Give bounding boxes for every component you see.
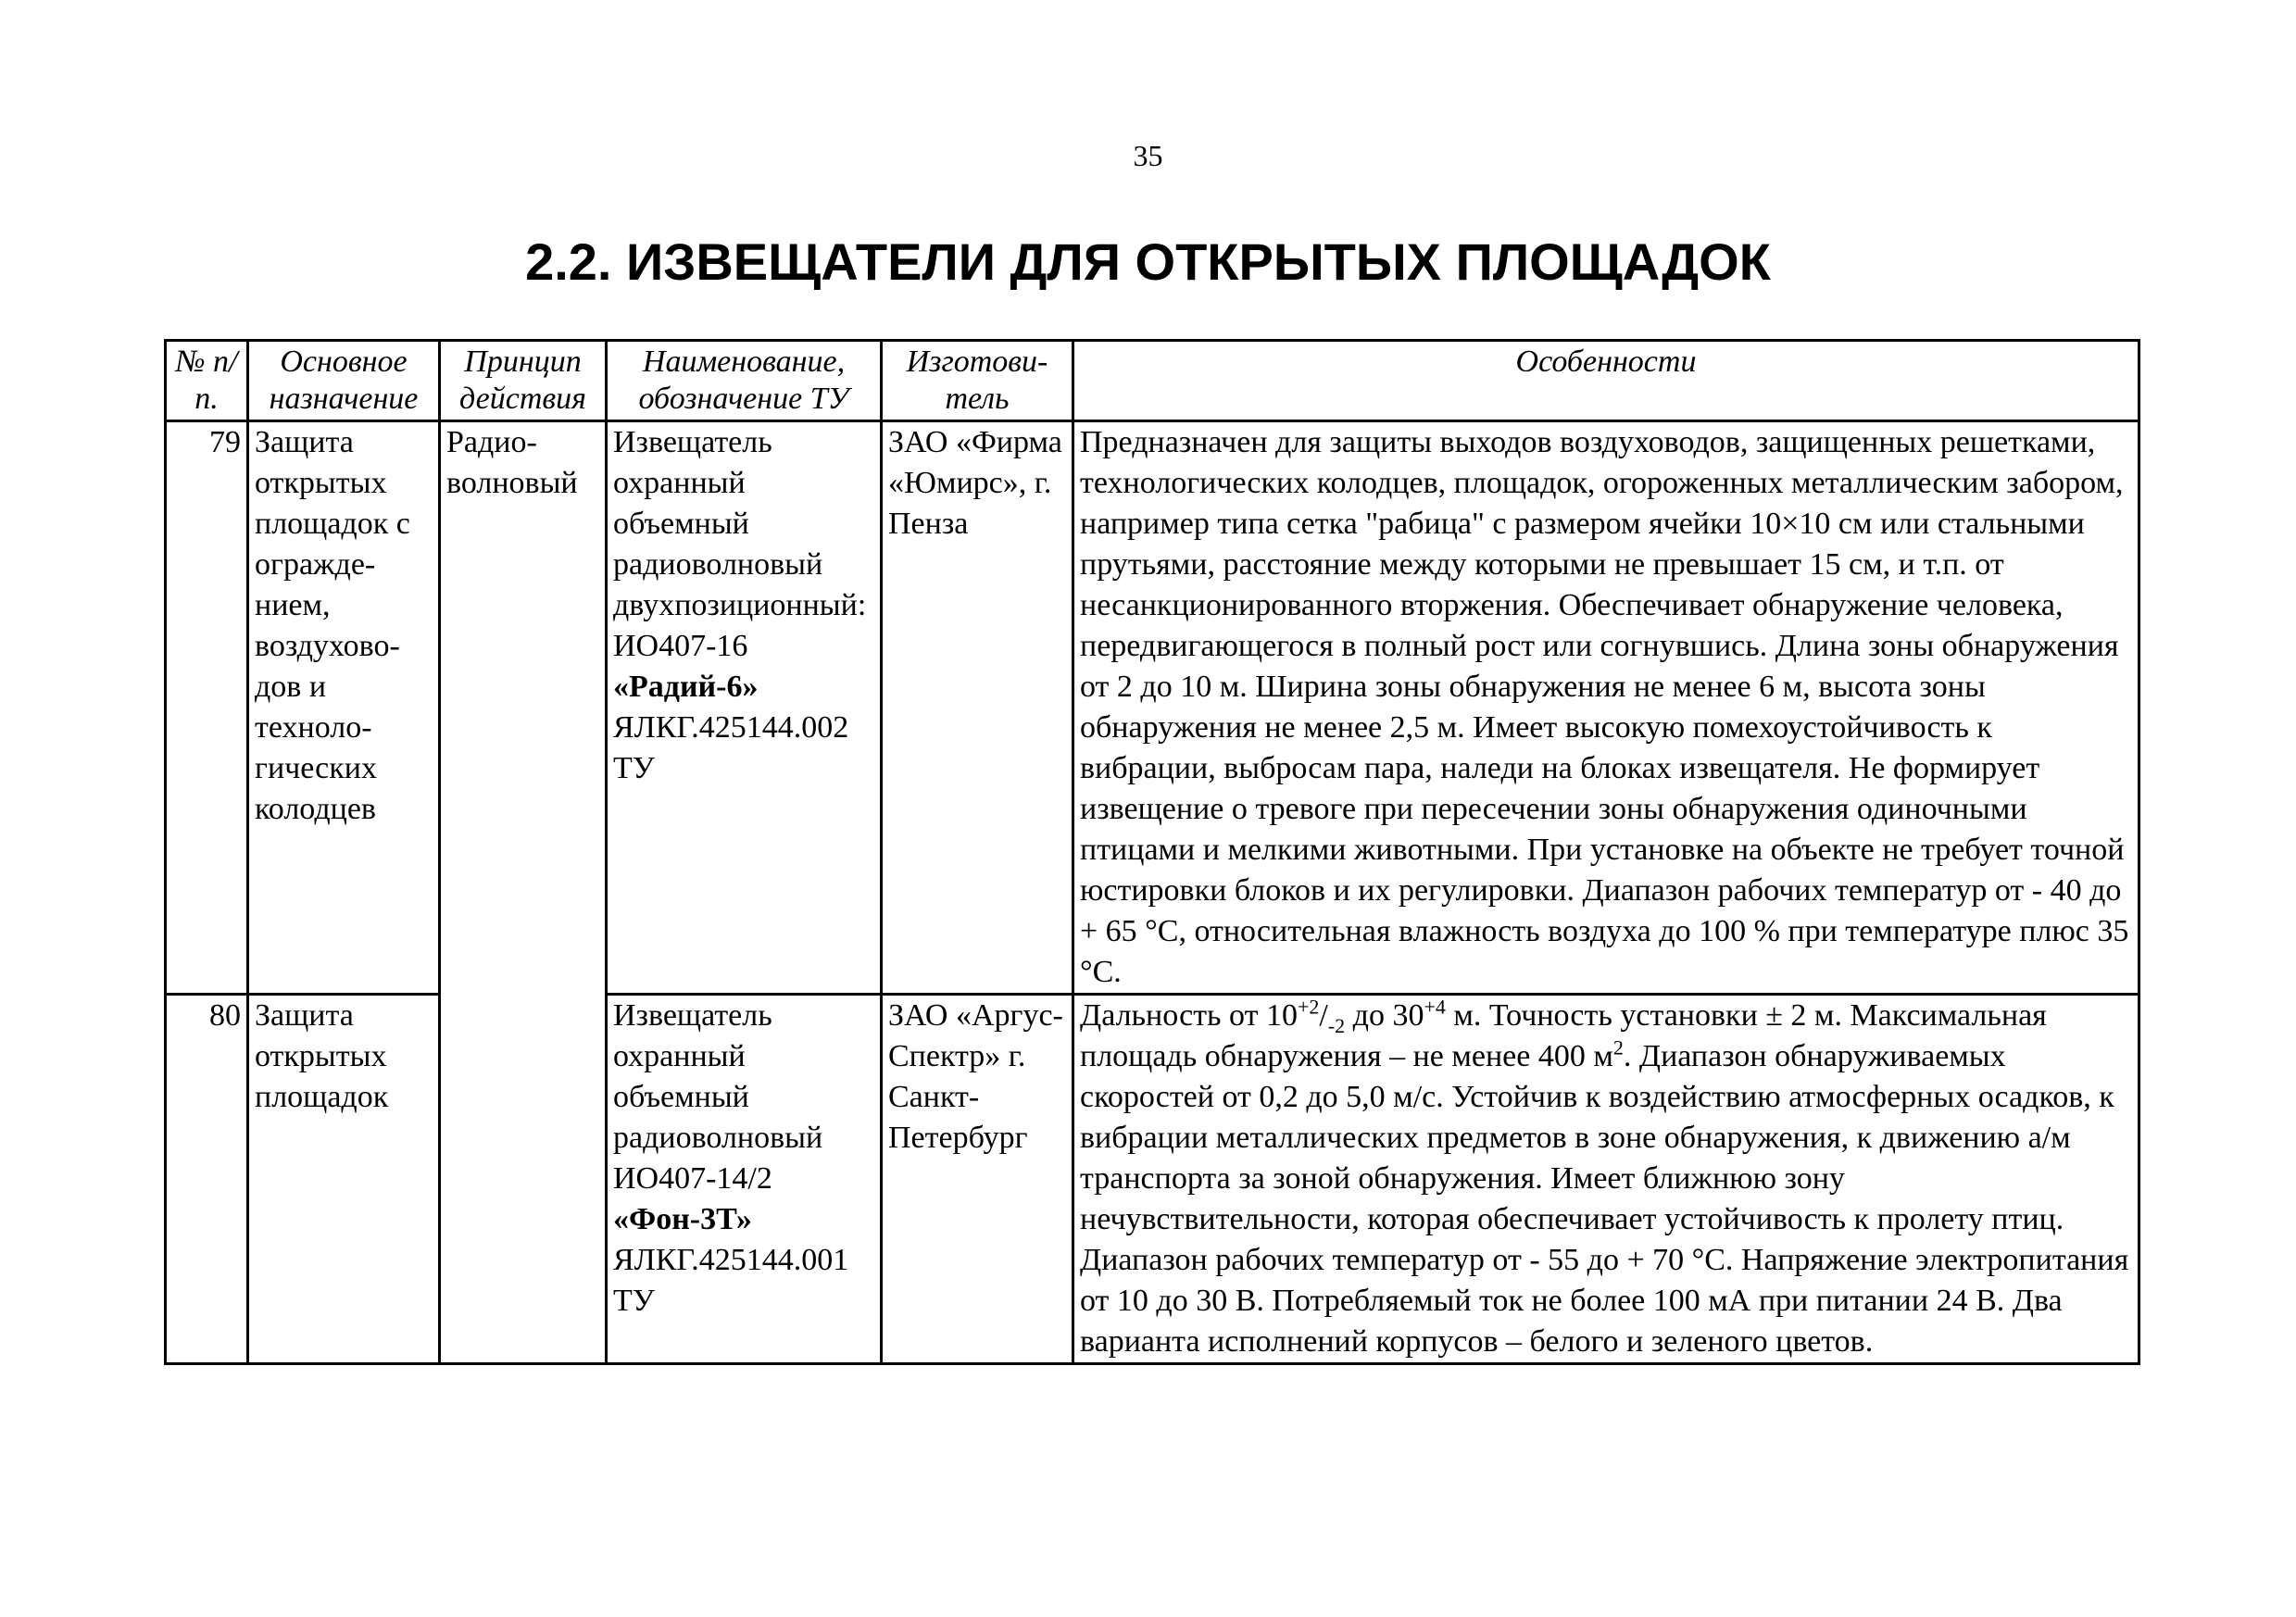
page-number: 35 — [1133, 139, 1163, 172]
table-row — [166, 421, 2139, 995]
row-features — [1073, 995, 2139, 1364]
row-principle: Радио-волновый — [440, 421, 607, 1364]
row-features: Предназначен для защиты выходов воздуховодов, защищенных решетками, технологических колодцев, площадок, огороженных металлическим забором, например типа сетка "рабица" с размером ячейки 10×10 см или стальными прутьями, расстояние между которыми не превышает 15 см, и т.п. от несанкционированного вторжения. Обеспечивает обнаружение человека, передвигающегося в полный рост или согнувшись. Длина зоны обнаружения от 2 до 10 м. Ширина зоны обнаружения не менее 6 м, высота зоны обнаружения не менее 2,5 м. Имеет высокую помехоустойчивость к вибрации, выбросам пара, наледи на блоках извещателя. Не формирует извещение о тревоге при пересечении зоны обнаружения одиночными птицами и мелкими животными. При установке на объекте не требует точной юстировки блоков и их регулировки. Диапазон рабочих температур от - 40 до + 65 °С, относительная влажность воздуха до 100 % при температуре плюс 35 °С. — [1073, 421, 2139, 995]
row-tu: ЯЛКГ.425144.002 ТУ — [613, 710, 849, 785]
row-num: 80 — [166, 995, 248, 1364]
features-text-e: . Диапазон обнаруживаемых скоростей от 0,2 до 5,0 м/с. Устойчив к воздействию атмосферных осадков, к вибрации металлических предметов в зоне обнаружения, к движению а/м транспорта за зоной обнаружения. Имеет ближнюю зону нечувствительности, которая обеспечивает устойчивость к пролету птиц. Диапазон рабочих температур от - 55 до + 70 °С. Напряжение электропитания от 10 до 30 В. Потребляемый ток не более 100 мА при питании 24 В. Два варианта исполнений корпусов – белого и зеленого цветов. — [1080, 1039, 2129, 1359]
features-sup-2: +4 — [1424, 995, 1446, 1019]
features-text-c: до 30 — [1345, 998, 1424, 1033]
header-manufacturer: Изготови-тель — [882, 341, 1073, 421]
header-num: № п/п. — [166, 341, 248, 421]
features-text-a: Дальность от 10 — [1080, 998, 1298, 1033]
features-sup-1: +2 — [1297, 995, 1320, 1019]
header-name: Наименование, обозначение ТУ — [607, 341, 882, 421]
table-header-row — [166, 341, 2139, 421]
detectors-table — [164, 339, 2140, 1365]
features-text-d: м. Точность установки ± 2 м. Максимальная площадь обнаружения – не менее 400 м — [1080, 998, 2047, 1073]
row-purpose: Защита открытых площадок — [248, 995, 440, 1364]
header-features: Особенности — [1073, 341, 2139, 421]
row-manufacturer: ЗАО «Фирма «Юмирс», г. Пенза — [882, 421, 1073, 995]
features-sup-3: 2 — [1612, 1035, 1624, 1059]
features-sub-1: -2 — [1327, 1013, 1346, 1037]
header-purpose: Основное назначение — [248, 341, 440, 421]
row-purpose: Защита открытых площадок с огражде-нием, воздухово-дов и техноло-гических колодцев — [248, 421, 440, 995]
row-name-prefix: Извещатель охранный объемный радиоволновый двухпозиционный: ИО407-16 — [613, 425, 867, 663]
row-manufacturer: ЗАО «Аргус-Спектр» г. Санкт-Петербург — [882, 995, 1073, 1364]
row-model: «Фон-3Т» — [613, 1202, 752, 1236]
page-title: 2.2. ИЗВЕЩАТЕЛИ ДЛЯ ОТКРЫТЫХ ПЛОЩАДОК — [525, 232, 1771, 291]
features-text-b: / — [1319, 998, 1328, 1033]
row-name — [607, 995, 882, 1364]
row-model: «Радий-6» — [613, 670, 759, 704]
row-num: 79 — [166, 421, 248, 995]
header-principle: Принцип действия — [440, 341, 607, 421]
row-name-prefix: Извещатель охранный объемный радиоволновый ИО407-14/2 — [613, 998, 823, 1196]
row-tu: ЯЛКГ.425144.001 ТУ — [613, 1243, 849, 1318]
row-name — [607, 421, 882, 995]
